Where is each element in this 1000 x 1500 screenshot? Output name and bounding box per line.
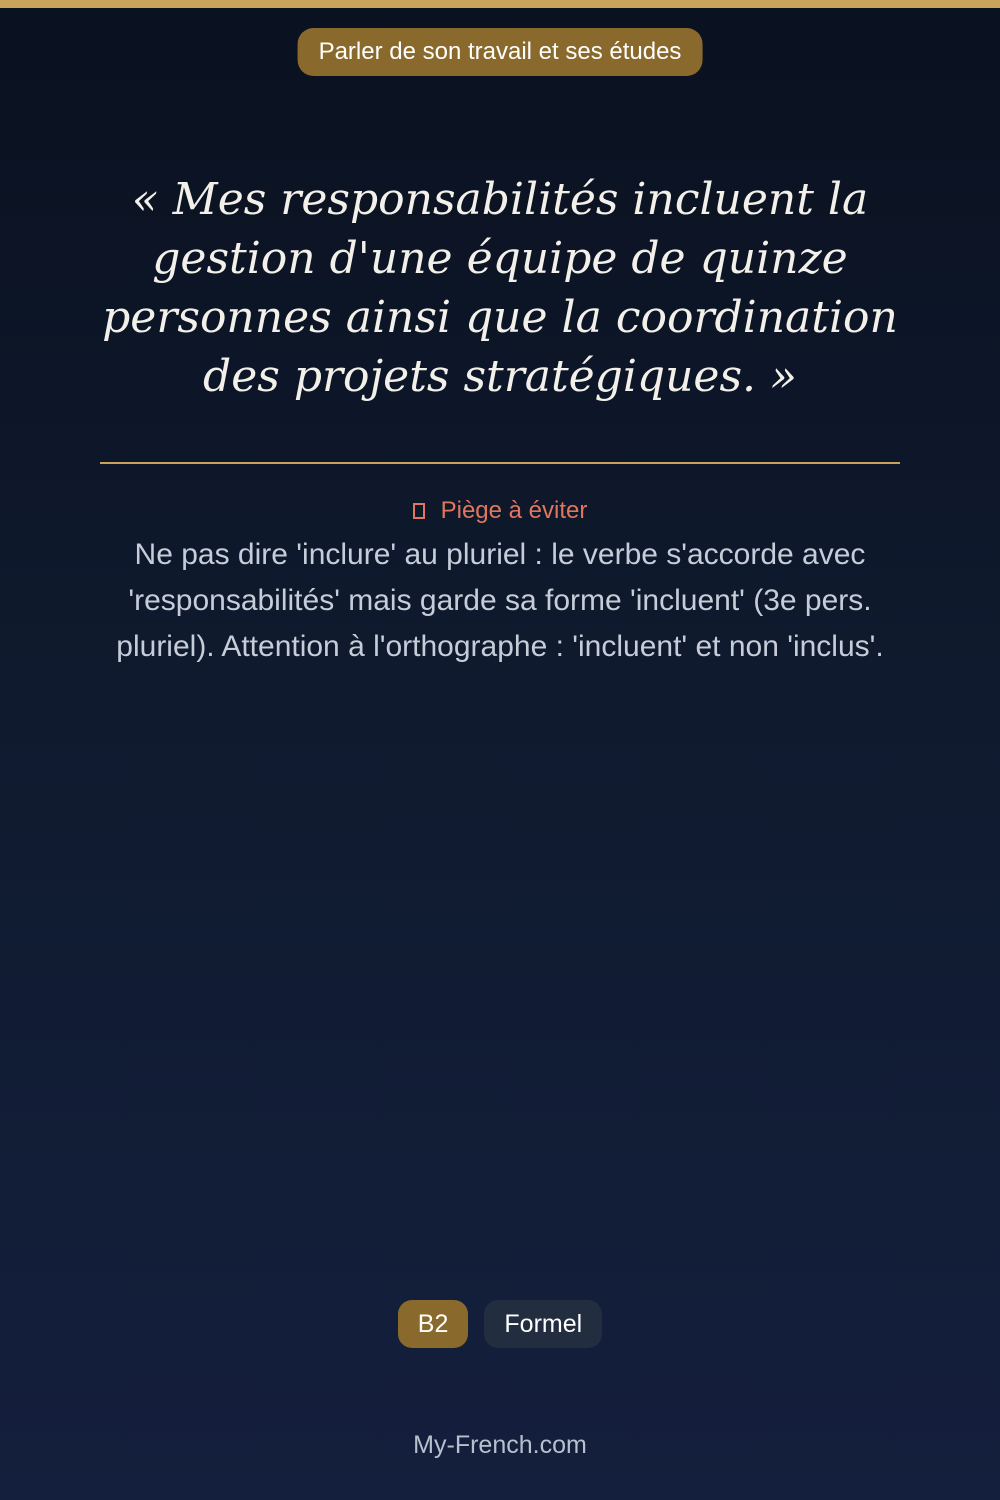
site-footer: My-French.com	[413, 1431, 587, 1459]
warning-box-icon	[413, 503, 425, 519]
pitfall-explanation: Ne pas dire 'inclure' au pluriel : le verbe s'accorde avec 'responsabilités' mais garde sa forme 'incluent' (3e pers. pluriel). Attention à l'orthographe : 'incluent' et non 'inclus'.	[116, 538, 884, 663]
tag-list	[0, 1300, 1000, 1348]
topic-badge: Parler de son travail et ses études	[298, 28, 703, 76]
divider	[100, 462, 900, 464]
level-badge: B2	[398, 1300, 469, 1348]
pitfall-title: Piège à éviter	[440, 497, 588, 524]
register-badge: Formel	[484, 1300, 602, 1348]
top-accent-bar	[0, 0, 1000, 8]
example-sentence: « Mes responsabilités incluent la gestion d'une équipe de quinze personnes ainsi que la coordination des projets stratégiques. »	[102, 174, 898, 402]
pitfall-header	[0, 496, 1000, 526]
